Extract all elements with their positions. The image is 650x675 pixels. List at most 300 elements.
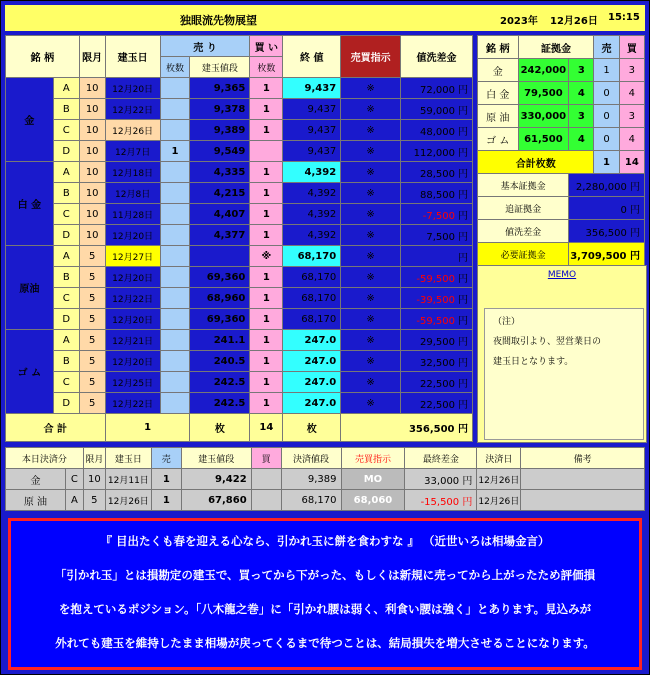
build-price-cell: 4,215 [190,183,250,204]
positions-table [5,35,473,442]
build-price-cell: 4,407 [190,204,250,225]
signal-cell: ※ [341,330,401,351]
buy-count-cell: 1 [250,393,283,414]
settle-date: 12月11日 [105,469,151,490]
title-bar [5,5,645,31]
summary-row [478,197,645,220]
month-cell: 10 [79,225,105,246]
page-title: 独眼流先物展望 [180,14,257,27]
signal-cell: ※ [341,309,401,330]
sell-count-cell [160,120,190,141]
signal-cell: ※ [341,78,401,99]
build-date-cell: 12月21日 [105,330,160,351]
yen-unit: 円 [458,336,468,348]
close-cell: 247.0 [283,330,341,351]
summary-row [478,220,645,243]
build-date-cell: 12月20日 [105,267,160,288]
total-row [6,414,473,442]
signal-cell: ※ [341,162,401,183]
table-row [6,393,473,414]
signal-cell: ※ [341,99,401,120]
month-cell: 5 [79,351,105,372]
table-row [6,225,473,246]
build-price-cell: 242.5 [190,393,250,414]
build-price-cell: 4,335 [190,162,250,183]
build-date-cell: 12月25日 [105,372,160,393]
total-unit: 枚 [283,414,341,442]
buy-count-cell: 1 [250,372,283,393]
margin-total-label: 合計枚数 [478,151,594,174]
diff-value: -59,500 [416,315,455,327]
yen-unit: 円 [458,399,468,411]
month-cell: 5 [79,267,105,288]
settle-diff: 33,000 円 [405,469,477,490]
settle-signal: 68,060 [341,490,405,511]
sell-count-cell [160,372,190,393]
memo-line: （注） [493,317,521,327]
buy-count-cell: 1 [250,120,283,141]
settle-close: 68,170 [281,490,341,511]
buy-count-cell: 1 [250,204,283,225]
diff-cell [401,120,473,141]
margin-row [478,128,645,151]
diff-cell [401,309,473,330]
build-price-cell: 69,360 [190,309,250,330]
signal-cell: ※ [341,351,401,372]
buy-count-cell: 1 [250,162,283,183]
sell-count-cell [160,183,190,204]
summary-row [478,243,645,266]
table-row [6,309,473,330]
summary-value: 0 円 [569,197,645,220]
settle-col: 建玉日 [105,448,151,469]
diff-cell [401,246,473,267]
brand-name: ゴ ム [6,330,54,414]
sell-count-cell [160,78,190,99]
diff-value: 112,000 [413,147,455,159]
build-date-cell: 12月22日 [105,99,160,120]
settle-price: 67,860 [181,490,251,511]
signal-cell: ※ [341,141,401,162]
signal-cell: ※ [341,120,401,141]
close-cell: 4,392 [283,183,341,204]
total-unit: 枚 [190,414,250,442]
build-date-cell: 12月27日 [105,246,160,267]
yen-unit: 円 [458,168,468,180]
buy-count-cell: 1 [250,309,283,330]
table-row [6,330,473,351]
settle-date-done: 12月26日 [477,469,521,490]
margin-sell: 0 [594,105,619,128]
build-price-cell: 9,378 [190,99,250,120]
memo-panel [477,265,647,443]
buy-count-cell: 1 [250,183,283,204]
diff-cell [401,393,473,414]
summary-label: 必要証拠金 [478,243,569,266]
margin-amount: 79,500 [518,82,569,105]
buy-count-cell: 1 [250,225,283,246]
build-price-cell [190,246,250,267]
diff-cell [401,78,473,99]
summary-value: 3,709,500 円 [569,243,645,266]
total-sell: 1 [105,414,190,442]
signal-cell: ※ [341,372,401,393]
sell-count-cell [160,330,190,351]
build-date-cell: 12月20日 [105,351,160,372]
contract-key: C [53,204,79,225]
month-cell: 10 [79,99,105,120]
col-diff: 値洗差金 [401,36,473,78]
month-cell: 10 [79,162,105,183]
diff-cell [401,225,473,246]
settle-buy [251,490,281,511]
contract-key: D [53,309,79,330]
close-cell: 4,392 [283,204,341,225]
contract-key: C [53,288,79,309]
contract-key: B [53,183,79,204]
sell-count-cell [160,351,190,372]
month-cell: 10 [79,120,105,141]
settle-col: 売買指示 [341,448,405,469]
table-row [6,141,473,162]
signal-cell: ※ [341,204,401,225]
build-date-cell: 12月8日 [105,183,160,204]
sell-count-cell: 1 [160,141,190,162]
settle-note [521,490,645,511]
table-row [6,120,473,141]
build-price-cell: 68,960 [190,288,250,309]
table-row [6,288,473,309]
close-cell: 247.0 [283,351,341,372]
diff-value: 22,500 [420,399,455,411]
build-price-cell: 242.5 [190,372,250,393]
margin-row [478,59,645,82]
contract-key: B [53,99,79,120]
margin-brand: ゴ ム [478,128,519,151]
contract-key: A [53,162,79,183]
margin-buy: 4 [619,82,644,105]
col-close: 終 値 [283,36,341,78]
settle-date-done: 12月26日 [477,490,521,511]
yen-unit: 円 [458,294,468,306]
contract-key: D [53,393,79,414]
table-row [6,204,473,225]
build-date-cell: 12月18日 [105,162,160,183]
margin-row [478,105,645,128]
build-price-cell: 240.5 [190,351,250,372]
settle-diff: -15,500 円 [405,490,477,511]
table-row [6,99,473,120]
diff-value: -39,500 [416,294,455,306]
diff-value: 48,000 [420,126,455,138]
build-price-cell: 9,389 [190,120,250,141]
settle-signal: MO [341,469,405,490]
quote-line-4: 外れても建玉を維持したまま相場が戻ってくるまで待つことは、結局損失を増大させることになります。 [55,636,595,650]
close-cell: 68,170 [283,246,341,267]
close-cell: 4,392 [283,162,341,183]
settle-col: 最終差金 [405,448,477,469]
close-cell: 9,437 [283,120,341,141]
buy-count-cell: 1 [250,288,283,309]
summary-label: 値洗差金 [478,220,569,243]
diff-value: 88,500 [420,189,455,201]
side-col-margin: 証拠金 [518,36,594,59]
diff-cell [401,204,473,225]
diff-cell [401,183,473,204]
buy-count-cell: ※ [250,246,283,267]
settle-key: A [65,490,83,511]
diff-cell [401,351,473,372]
diff-cell [401,330,473,351]
contract-key: B [53,267,79,288]
yen-unit: 円 [458,189,468,201]
yen-unit: 円 [458,273,468,285]
settle-row [6,490,645,511]
settle-buy [251,469,281,490]
side-col-buy: 買 [619,36,644,59]
build-date-cell: 12月20日 [105,309,160,330]
month-cell: 5 [79,288,105,309]
margin-sell: 1 [594,59,619,82]
brand-name: 金 [6,78,54,162]
diff-value: 22,500 [420,378,455,390]
build-date-cell: 12月22日 [105,288,160,309]
side-col-brand: 銘 柄 [478,36,519,59]
margin-brand: 金 [478,59,519,82]
contract-key: A [53,246,79,267]
signal-cell: ※ [341,267,401,288]
margin-lots: 4 [569,82,594,105]
margin-buy: 3 [619,105,644,128]
yen-unit: 円 [458,210,468,222]
memo-line: 夜間取引より、翌営業日の [493,337,602,347]
quote-line-3: を抱えているポジション。「八木龍之巻」に「引かれ腰は弱く、利食い腰は強く」とあります。見込みが [58,602,592,616]
diff-value: 7,500 [426,231,455,243]
build-price-cell: 241.1 [190,330,250,351]
sell-count-cell [160,267,190,288]
margin-buy: 3 [619,59,644,82]
col-month: 限月 [79,36,105,78]
margin-amount: 61,500 [518,128,569,151]
close-cell: 9,437 [283,141,341,162]
diff-value: 72,000 [420,84,455,96]
quote-panel [8,518,642,670]
margin-lots: 3 [569,105,594,128]
margin-row [478,82,645,105]
build-price-cell: 4,377 [190,225,250,246]
settle-key: C [65,469,83,490]
table-row [6,78,473,99]
close-cell: 68,170 [283,309,341,330]
signal-cell: ※ [341,393,401,414]
month-cell: 5 [79,309,105,330]
table-row [6,372,473,393]
settle-col: 決済値段 [281,448,341,469]
settle-col: 本日決済分 [6,448,84,469]
diff-value: 28,500 [420,168,455,180]
margin-buy: 4 [619,128,644,151]
margin-amount: 242,000 [518,59,569,82]
build-price-cell: 9,549 [190,141,250,162]
side-col-sell: 売 [594,36,619,59]
table-row [6,267,473,288]
month-cell: 10 [79,183,105,204]
yen-unit: 円 [458,231,468,243]
month-cell: 5 [79,372,105,393]
settle-price: 9,422 [181,469,251,490]
settle-col: 買 [251,448,281,469]
summary-label: 基本証拠金 [478,174,569,197]
close-cell: 68,170 [283,288,341,309]
buy-count-cell: 1 [250,99,283,120]
margin-brand: 白 金 [478,82,519,105]
summary-value: 356,500 円 [569,220,645,243]
col-build-date: 建玉日 [105,36,160,78]
diff-cell [401,372,473,393]
yen-unit: 円 [458,378,468,390]
summary-value: 2,280,000 円 [569,174,645,197]
col-buy: 買 い [250,36,283,57]
settle-col: 売 [151,448,181,469]
diff-cell [401,141,473,162]
table-row [6,183,473,204]
signal-cell: ※ [341,225,401,246]
margin-total-buy: 14 [619,151,644,174]
month-cell: 10 [79,204,105,225]
settle-date: 12月26日 [105,490,151,511]
build-price-cell: 9,365 [190,78,250,99]
contract-key: B [53,351,79,372]
settle-col: 限月 [83,448,105,469]
total-value: 356,500 円 [341,414,473,442]
build-date-cell: 12月20日 [105,225,160,246]
month-cell: 10 [79,78,105,99]
settle-brand: 金 [6,469,66,490]
table-row [6,351,473,372]
buy-count-cell: 1 [250,330,283,351]
build-date-cell: 12月22日 [105,393,160,414]
settle-close: 9,389 [281,469,341,490]
col-sell-count: 枚数 [160,57,190,78]
quote-line-2: 「引かれ玉」とは損勘定の建玉で、買ってから下がった、もしくは新規に売ってから上がったため評価損 [54,568,596,582]
sell-count-cell [160,246,190,267]
signal-cell: ※ [341,183,401,204]
header-date: 12月26日 [550,16,598,27]
margin-lots: 3 [569,59,594,82]
yen-unit: 円 [458,147,468,159]
brand-name: 原油 [6,246,54,330]
margin-total-sell: 1 [594,151,619,174]
settle-col: 備考 [521,448,645,469]
close-cell: 247.0 [283,372,341,393]
yen-unit: 円 [458,252,468,264]
diff-cell [401,162,473,183]
month-cell: 5 [79,330,105,351]
margin-sell: 0 [594,82,619,105]
col-sell: 売 り [160,36,250,57]
buy-count-cell: 1 [250,267,283,288]
header-time: 15:15 [608,12,640,23]
build-date-cell: 12月20日 [105,78,160,99]
settle-note [521,469,645,490]
close-cell: 68,170 [283,267,341,288]
contract-key: C [53,120,79,141]
close-cell: 9,437 [283,78,341,99]
buy-count-cell: 1 [250,78,283,99]
sell-count-cell [160,204,190,225]
memo-title[interactable]: MEMO [547,270,577,280]
diff-cell [401,99,473,120]
diff-cell [401,267,473,288]
month-cell: 5 [79,246,105,267]
memo-line: 建玉日となります。 [493,357,574,367]
total-label: 合 計 [6,414,106,442]
summary-label: 追証拠金 [478,197,569,220]
sell-count-cell [160,288,190,309]
build-date-cell: 11月28日 [105,204,160,225]
contract-key: C [53,372,79,393]
month-cell: 10 [79,141,105,162]
contract-key: D [53,141,79,162]
signal-header-button[interactable]: 売買指示 [341,36,401,78]
settle-row [6,469,645,490]
contract-key: A [53,78,79,99]
month-cell: 5 [79,393,105,414]
diff-value: -7,500 [422,210,455,222]
diff-value: 59,000 [420,105,455,117]
sell-count-cell [160,309,190,330]
buy-count-cell [250,141,283,162]
margin-sell: 0 [594,128,619,151]
margin-table [477,35,645,266]
yen-unit: 円 [458,84,468,96]
margin-amount: 330,000 [518,105,569,128]
col-build-price: 建玉値段 [190,57,250,78]
total-buy: 14 [250,414,283,442]
build-price-cell: 69,360 [190,267,250,288]
memo-box [484,308,644,440]
settle-month: 5 [83,490,105,511]
settle-sell: 1 [151,490,181,511]
close-cell: 9,437 [283,99,341,120]
margin-lots: 4 [569,128,594,151]
yen-unit: 円 [458,315,468,327]
yen-unit: 円 [458,357,468,369]
diff-value: 32,500 [420,357,455,369]
build-date-cell: 12月7日 [105,141,160,162]
header-year: 2023年 [500,16,538,27]
settle-col: 建玉値段 [181,448,251,469]
build-date-cell: 12月26日 [105,120,160,141]
summary-row [478,174,645,197]
settlement-table [5,447,645,511]
settle-col: 決済日 [477,448,521,469]
sell-count-cell [160,393,190,414]
margin-total-row [478,151,645,174]
settle-month: 10 [83,469,105,490]
sell-count-cell [160,99,190,120]
signal-cell: ※ [341,246,401,267]
col-buy-count: 枚数 [250,57,283,78]
diff-cell [401,288,473,309]
contract-key: D [53,225,79,246]
brand-name: 白 金 [6,162,54,246]
col-brand: 銘 柄 [6,36,80,78]
diff-value: -59,500 [416,273,455,285]
close-cell: 4,392 [283,225,341,246]
signal-cell: ※ [341,288,401,309]
sell-count-cell [160,225,190,246]
